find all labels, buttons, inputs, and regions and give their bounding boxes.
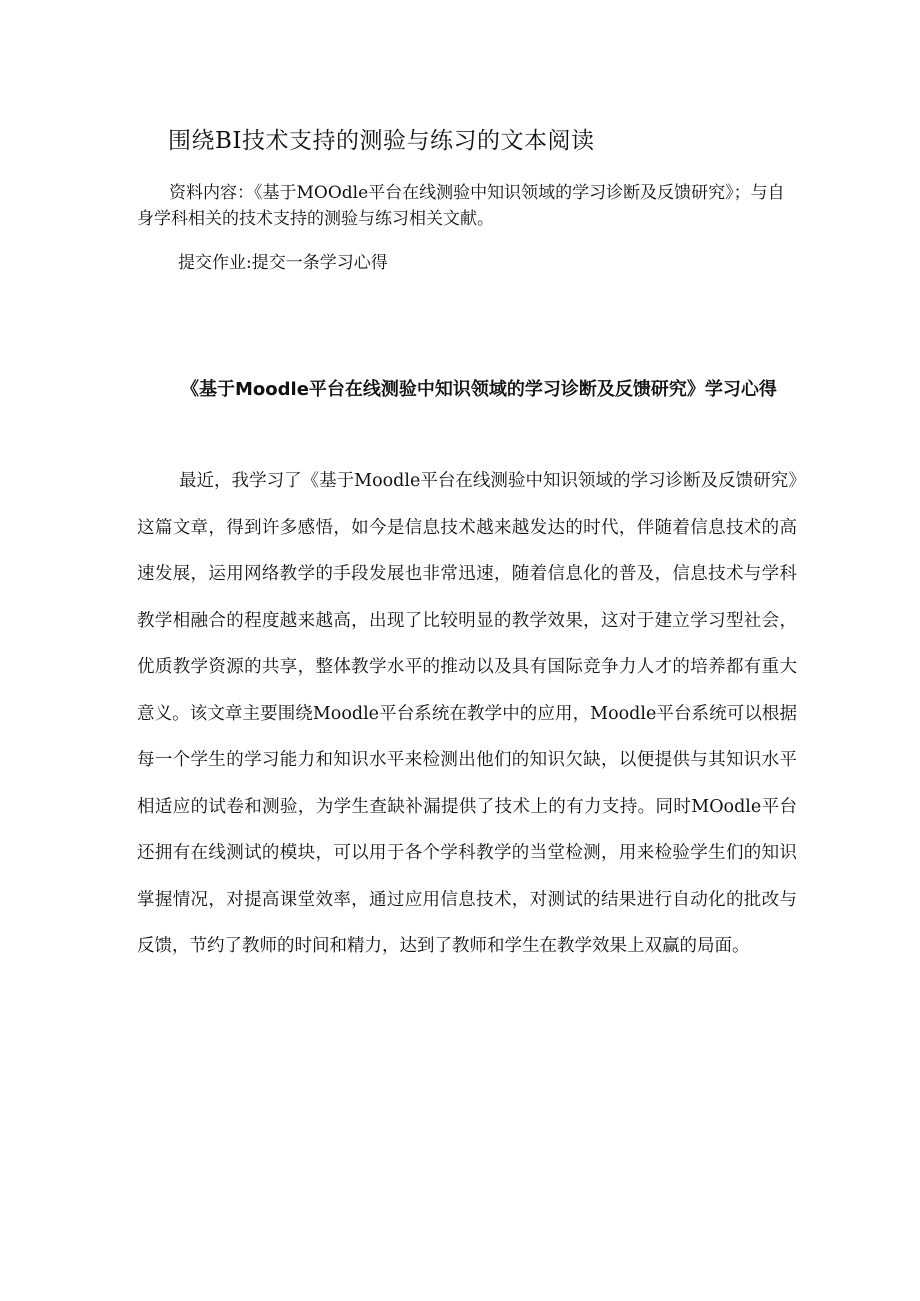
essay-body: 最近，我学习了《基于Moodle平台在线测验中知识领域的学习诊断及反馈研究》这篇文章，得到许多感悟，如今是信息技术越来越发达的时代，伴随着信息技术的高速发展，运用网络教学的手段发展也非常迅速，随着信息化的普及，信息技术与学科教学相融合的程度越来越高，出现了比较明显的教学效果，这对于建立学习型社会，优质教学资源的共享，整体教学水平的推动以及具有国际竞争力人才的培养都有重大意义。该文章主要围绕Moodle平台系统在教学中的应用，Moodle平台系统可以根据每一个学生的学习能力和知识水平来检测出他们的知识欠缺，以便提供与其知识水平相适应的试卷和测验，为学生查缺补漏提供了技术上的有力支持。同时MOodle平台还拥有在线测试的模块，可以用于各个学科教学的当堂检测，用来检验学生们的知识掌握情况，对提高课堂效率，通过应用信息技术，对测试的结果进行自动化的批改与反馈，节约了教师的时间和精力，达到了教师和学生在教学效果上双赢的局面。 [137,471,797,956]
essay-title: 《基于Moodle平台在线测验中知识领域的学习诊断及反馈研究》学习心得 [181,379,777,400]
materials-description: 资料内容：《基于MOOdle平台在线测验中知识领域的学习诊断及反馈研究》；与自身学科相关的技术支持的测验与练习相关文献。 [137,183,785,229]
submission-instruction: 提交作业:提交一条学习心得 [178,253,388,273]
document-title: 围绕BI技术支持的测验与练习的文本阅读 [168,128,595,154]
